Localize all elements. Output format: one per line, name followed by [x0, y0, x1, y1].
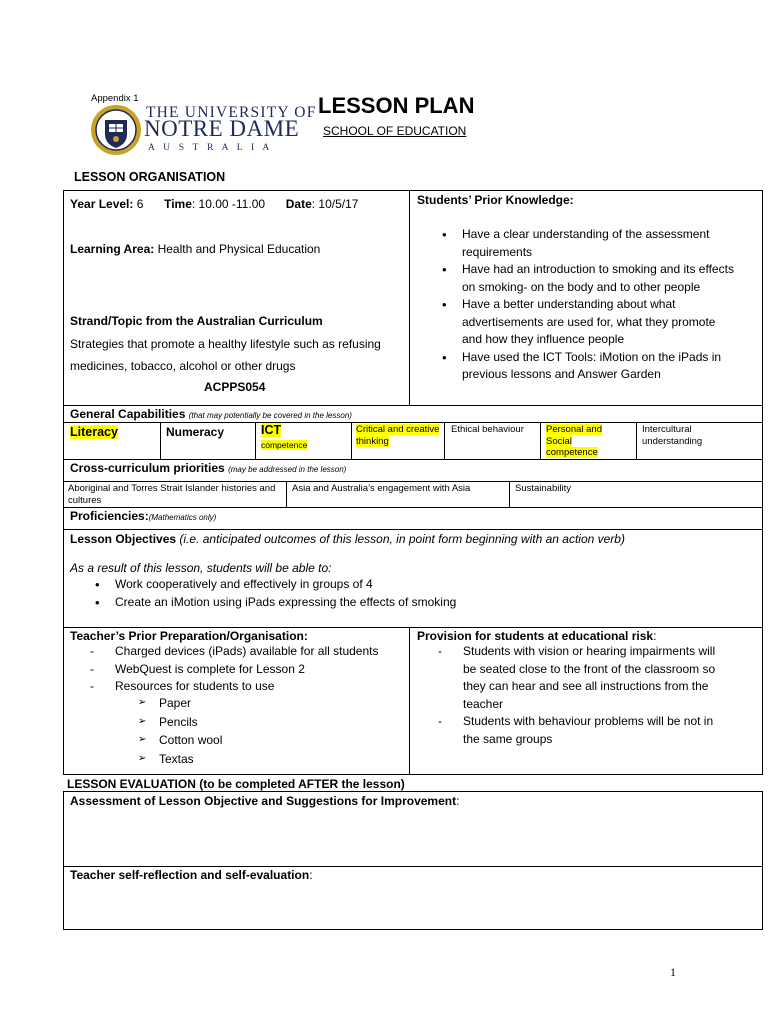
provision-list — [416, 643, 716, 748]
provision-header: Provision for students at educational risk: — [417, 629, 657, 643]
university-name-line3: A U S T R A L I A — [148, 143, 273, 153]
assessment-header: Assessment of Lesson Objective and Suggestions for Improvement: — [70, 794, 460, 808]
capability-ict-sub: competence — [261, 440, 308, 450]
time-label: Time — [164, 197, 192, 211]
lesson-objectives-list — [87, 576, 727, 611]
list-item: • Have used the ICT Tools: iMotion on the iPads in previous lessons and Answer Garden — [434, 349, 734, 384]
general-capabilities-label: General Capabilities — [70, 407, 186, 421]
list-item: ➢ Pencils — [68, 713, 368, 732]
page-number: 1 — [670, 965, 676, 979]
list-item: - Charged devices (iPads) available for all students — [68, 643, 408, 661]
list-item: • Have had an introduction to smoking and its effects on smoking- on the body and to other people — [434, 261, 734, 296]
strand-code: ACPPS054 — [204, 380, 266, 394]
reflection-label: Teacher self-reflection and self-evaluation — [70, 868, 310, 882]
list-item: - WebQuest is complete for Lesson 2 — [68, 661, 408, 679]
lesson-objectives-header — [70, 532, 625, 546]
provision-label: Provision for students at educational risk — [417, 629, 654, 643]
learning-area-label: Learning Area: — [70, 242, 155, 256]
list-item: ➢ Cotton wool — [68, 731, 368, 750]
capability-ethical-behaviour: Ethical behaviour — [451, 424, 524, 435]
year-level-label: Year Level: — [70, 197, 134, 211]
general-capabilities-note: (that may potentially be covered in the lesson) — [188, 411, 352, 420]
priority-sustainability: Sustainability — [515, 483, 571, 494]
university-name-line2: NOTRE DAME — [144, 116, 300, 141]
proficiencies-note: (Mathematics only) — [148, 513, 217, 522]
section-heading-evaluation: LESSON EVALUATION (to be completed AFTER the lesson) — [67, 777, 405, 791]
capability-intercultural: Intercultural understanding — [642, 424, 703, 447]
priority-asia: Asia and Australia’s engagement with Asia — [292, 483, 471, 494]
capability-critical-thinking: Critical and creative thinking — [356, 424, 440, 447]
lesson-objectives-label: Lesson Objectives — [70, 532, 177, 546]
appendix-label: Appendix 1 — [91, 93, 139, 104]
list-item: - Students with vision or hearing impairments will be seated close to the front of the classroom so they can hear and see all instructions from the teacher — [416, 643, 716, 713]
lesson-evaluation-table — [63, 791, 763, 930]
list-item: • Have a better understanding about what advertisements are used for, what they promote and how they influence people — [434, 296, 734, 349]
list-item: • Create an iMotion using iPads expressing the effects of smoking — [87, 594, 727, 612]
year-level-value: 6 — [133, 197, 144, 211]
list-item: - Resources for students to use — [68, 678, 408, 696]
time-value: : 10.00 -11.00 — [191, 197, 266, 211]
learning-area-value: Health and Physical Education — [154, 242, 321, 256]
cross-curriculum-note: (may be addressed in the lesson) — [228, 465, 347, 474]
lesson-objectives-intro: As a result of this lesson, students will be able to: — [70, 561, 332, 575]
list-item: - Students with behaviour problems will be not in the same groups — [416, 713, 716, 748]
list-item: ➢ Paper — [68, 694, 368, 713]
capability-ict — [261, 423, 307, 451]
date-label: Date — [285, 197, 312, 211]
prior-knowledge-list — [434, 226, 734, 384]
reflection-header: Teacher self-reflection and self-evaluation: — [70, 868, 313, 882]
year-time-date-row — [70, 197, 358, 211]
university-name-line1: THE UNIVERSITY OF — [146, 104, 317, 121]
university-seal-logo — [90, 104, 142, 156]
list-item: • Have a clear understanding of the assessment requirements — [434, 226, 734, 261]
preparation-label: Teacher’s Prior Preparation/Organisation: — [70, 629, 308, 643]
prior-knowledge-label: Students’ Prior Knowledge: — [417, 193, 574, 207]
list-item: ➢ Textas — [68, 750, 368, 769]
strand-text: Strategies that promote a healthy lifestyle such as refusing medicines, tobacco, alcohol or other drugs — [70, 337, 381, 373]
general-capabilities-row — [70, 407, 352, 421]
proficiencies-label: Proficiencies: — [70, 509, 149, 523]
section-heading-organisation: LESSON ORGANISATION — [74, 170, 226, 184]
capability-ict-label: ICT — [261, 423, 282, 437]
page-title: LESSON PLAN — [318, 93, 475, 118]
assessment-label: Assessment of Lesson Objective and Suggestions for Improvement — [70, 794, 457, 808]
lesson-objectives-note: (i.e. anticipated outcomes of this lesson, in point form beginning with an action verb) — [179, 532, 625, 546]
page-subtitle: SCHOOL OF EDUCATION — [323, 124, 467, 138]
proficiencies-row — [70, 509, 216, 523]
cross-curriculum-row — [70, 461, 346, 475]
priority-aboriginal: Aboriginal and Torres Strait Islander histories and cultures — [68, 483, 276, 506]
list-item: • Work cooperatively and effectively in groups of 4 — [87, 576, 727, 594]
capability-literacy: Literacy — [70, 425, 118, 439]
learning-area-row — [70, 242, 320, 256]
strand-label: Strand/Topic from the Australian Curriculum — [70, 314, 323, 328]
capability-personal-social: Personal and Social competence — [546, 424, 602, 458]
cross-curriculum-label: Cross-curriculum priorities — [70, 461, 225, 475]
date-value: : 10/5/17 — [311, 197, 359, 211]
preparation-list — [68, 643, 408, 696]
capability-numeracy: Numeracy — [166, 425, 225, 439]
resources-list — [68, 694, 368, 768]
